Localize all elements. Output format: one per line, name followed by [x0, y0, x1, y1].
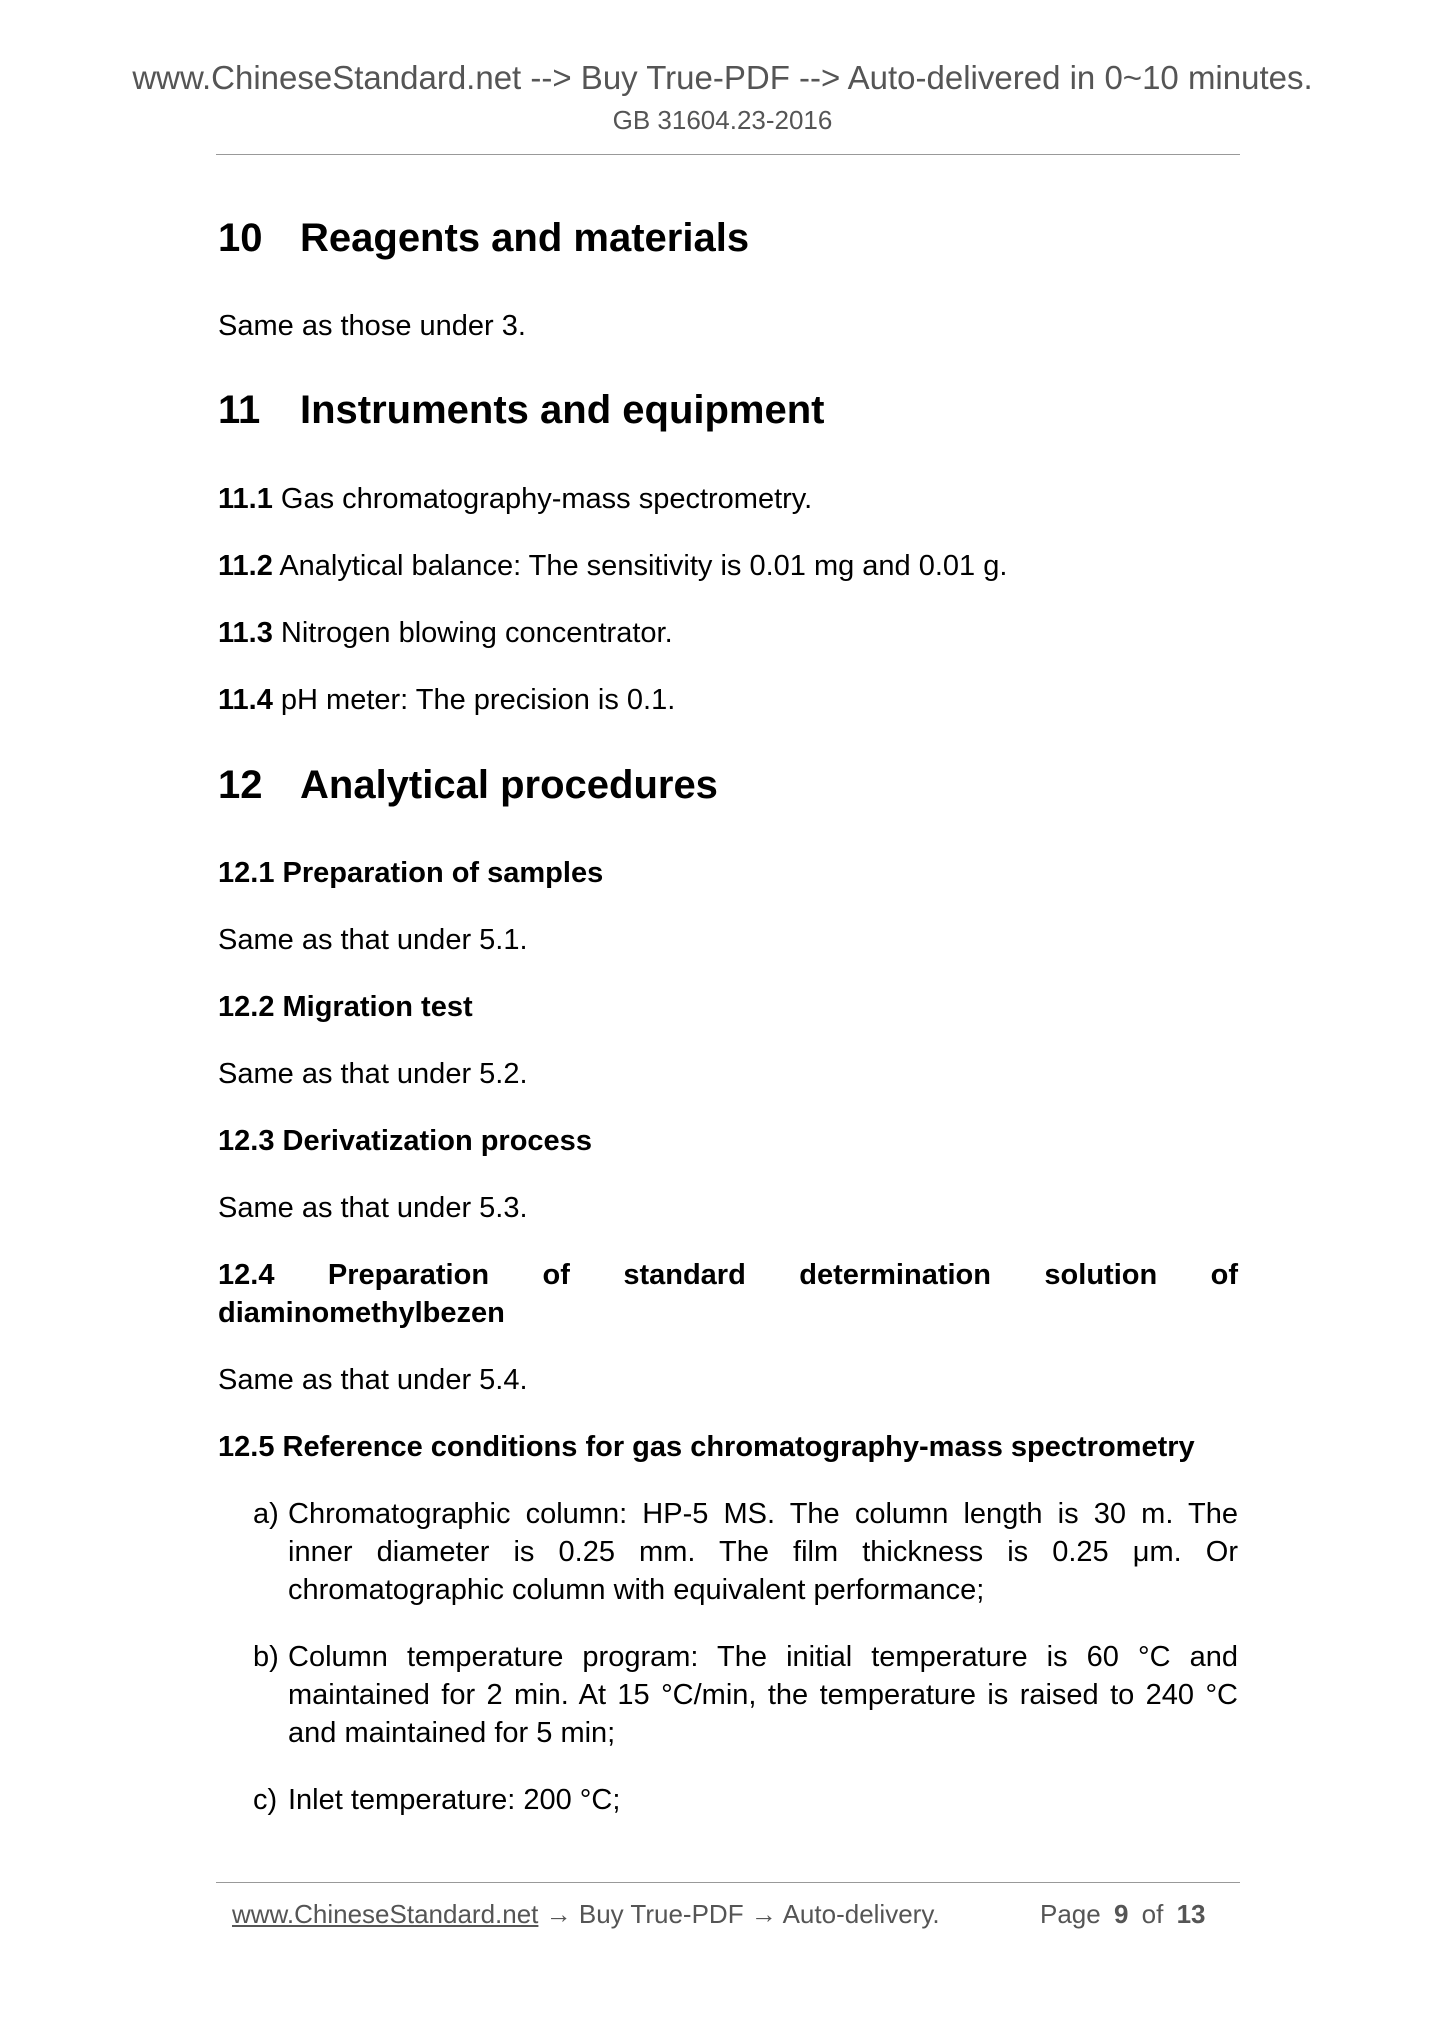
list-marker: c) [253, 1784, 278, 1816]
list-marker: a) [253, 1498, 279, 1530]
list-text: Inlet temperature: 200 °C; [288, 1784, 621, 1816]
clause-text: Gas chromatography-mass spectrometry. [280, 483, 813, 515]
clause-11-4 [218, 681, 1238, 719]
subsection-12-4-body: Same as that under 5.4. [218, 1364, 528, 1396]
page-label: Page [1040, 1899, 1101, 1929]
section-12-heading [218, 761, 718, 809]
section-title: Reagents and materials [300, 216, 750, 260]
clause-number: 11.1 [218, 483, 273, 515]
clause-text: Analytical balance: The sensitivity is 0.01 mg and 0.01 g. [279, 550, 1008, 582]
page-total: 13 [1176, 1899, 1206, 1929]
clause-text: pH meter: The precision is 0.1. [280, 684, 676, 716]
list-item-a [253, 1495, 1238, 1609]
subsection-12-1-heading: 12.1 Preparation of samples [218, 857, 604, 889]
subsection-12-2-heading: 12.2 Migration test [218, 991, 473, 1023]
section-10-heading [218, 214, 749, 262]
subsection-12-4-heading-line2: diaminomethylbezen [218, 1297, 505, 1329]
subsection-12-5-heading: 12.5 Reference conditions for gas chromatography-mass spectrometry [218, 1431, 1195, 1463]
section-number: 10 [218, 216, 263, 260]
section-title: Analytical procedures [300, 763, 718, 807]
clause-11-2 [218, 547, 1238, 585]
subsection-12-3-heading: 12.3 Derivatization process [218, 1125, 592, 1157]
subsection-12-2-body: Same as that under 5.2. [218, 1058, 528, 1090]
section-title: Instruments and equipment [300, 388, 825, 432]
clause-number: 11.4 [218, 684, 273, 716]
footer-left [232, 1898, 940, 1930]
page-current: 9 [1113, 1899, 1129, 1929]
subsection-12-3-body: Same as that under 5.3. [218, 1192, 528, 1224]
list-item-b [253, 1638, 1238, 1752]
section-10-body: Same as those under 3. [218, 310, 526, 342]
list-text: Chromatographic column: HP-5 MS. The column length is 30 m. The inner diameter is 0.25 mm. The film thickness is 0.25 μm. Or chromatographic column with equivalent performance; [288, 1498, 1238, 1606]
section-11-heading [218, 386, 825, 434]
clause-number: 11.3 [218, 617, 273, 649]
header-divider [216, 154, 1240, 155]
standard-number: GB 31604.23-2016 [612, 105, 833, 135]
section-number: 12 [218, 763, 263, 807]
list-marker: b) [253, 1641, 279, 1673]
header-banner: www.ChineseStandard.net --> Buy True-PDF --> Auto-delivered in 0~10 minutes. [132, 59, 1313, 96]
footer-divider [216, 1882, 1240, 1883]
page-of: of [1141, 1899, 1164, 1929]
subsection-12-4-heading-line1: 12.4 Preparation of standard determination solution of [218, 1259, 1238, 1291]
list-item-c [253, 1781, 1238, 1819]
page-indicator [1040, 1898, 1206, 1930]
clause-number: 11.2 [218, 550, 273, 582]
clause-11-3 [218, 614, 1238, 652]
footer-tagline: → Buy True-PDF → Auto-delivery. [545, 1899, 940, 1929]
clause-11-1 [218, 480, 1238, 518]
clause-text: Nitrogen blowing concentrator. [280, 617, 673, 649]
section-number: 11 [218, 388, 261, 432]
footer-site-link[interactable]: www.ChineseStandard.net [232, 1899, 539, 1929]
subsection-12-1-body: Same as that under 5.1. [218, 924, 528, 956]
list-text: Column temperature program: The initial temperature is 60 °C and maintained for 2 min. At 15 °C/min, the temperature is raised to 240 °C and maintained for 5 min; [288, 1641, 1238, 1749]
